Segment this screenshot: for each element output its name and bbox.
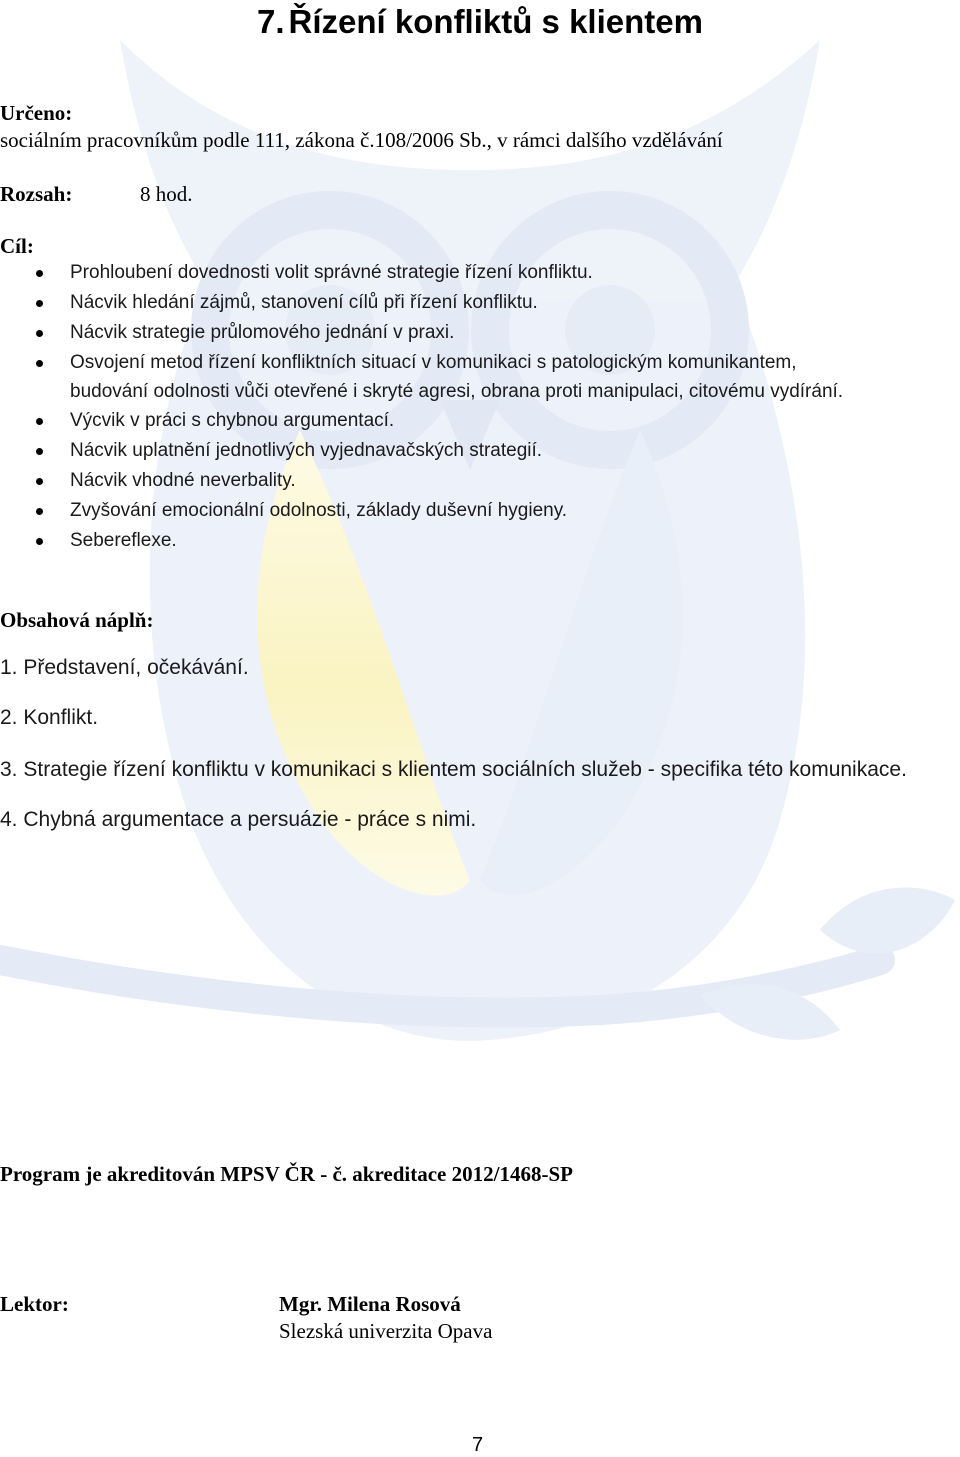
list-item: Nácvik strategie průlomového jednání v praxi.	[0, 318, 960, 348]
lektor-label: Lektor:	[0, 1292, 69, 1316]
urceno-label: Určeno:	[0, 101, 73, 125]
obsah-item: 2. Konflikt.	[0, 706, 99, 729]
urceno-text: sociálním pracovníkům podle 111, zákona č.108/2006 Sb., v rámci dalšího vzdělávání	[0, 128, 723, 152]
list-item: Nácvik uplatnění jednotlivých vyjednavačských strategií.	[0, 436, 960, 466]
obsah-item: 4. Chybná argumentace a persuázie - práce s nimi.	[0, 808, 477, 831]
cil-list	[0, 258, 960, 556]
section-number: 7.	[257, 3, 285, 40]
page-number: 7	[472, 1434, 484, 1456]
list-item-line: Osvojení metod řízení konfliktních situací v komunikaci s patologickým komunikantem,	[70, 352, 797, 373]
section-title: Řízení konfliktů s klientem	[288, 3, 703, 40]
page-title	[0, 2, 960, 42]
list-item: Zvyšování emocionální odolnosti, základy duševní hygieny.	[0, 496, 960, 526]
accreditation-note: Program je akreditován MPSV ČR - č. akreditace 2012/1468-SP	[0, 1162, 573, 1186]
lektor-name: Mgr. Milena Rosová	[279, 1292, 461, 1316]
list-item: Sebereflexe.	[0, 526, 960, 556]
obsah-item: 3. Strategie řízení konfliktu v komunikaci s klientem sociálních služeb - specifika této komunikace.	[0, 758, 907, 781]
list-item-line: budování odolnosti vůči otevřené i skryté agresi, obrana proti manipulaci, citovému vydírání.	[70, 381, 844, 402]
list-item	[0, 348, 960, 406]
rozsah-value: 8 hod.	[140, 182, 193, 206]
list-item: Prohloubení dovednosti volit správné strategie řízení konfliktu.	[0, 258, 960, 288]
list-item: Výcvik v práci s chybnou argumentací.	[0, 406, 960, 436]
obsah-item: 1. Představení, očekávání.	[0, 656, 249, 679]
obsah-label: Obsahová náplň:	[0, 608, 154, 632]
lektor-affiliation: Slezská univerzita Opava	[279, 1319, 493, 1343]
rozsah-label: Rozsah:	[0, 182, 73, 206]
list-item: Nácvik vhodné neverbality.	[0, 466, 960, 496]
list-item: Nácvik hledání zájmů, stanovení cílů při řízení konfliktu.	[0, 288, 960, 318]
cil-label: Cíl:	[0, 234, 34, 258]
